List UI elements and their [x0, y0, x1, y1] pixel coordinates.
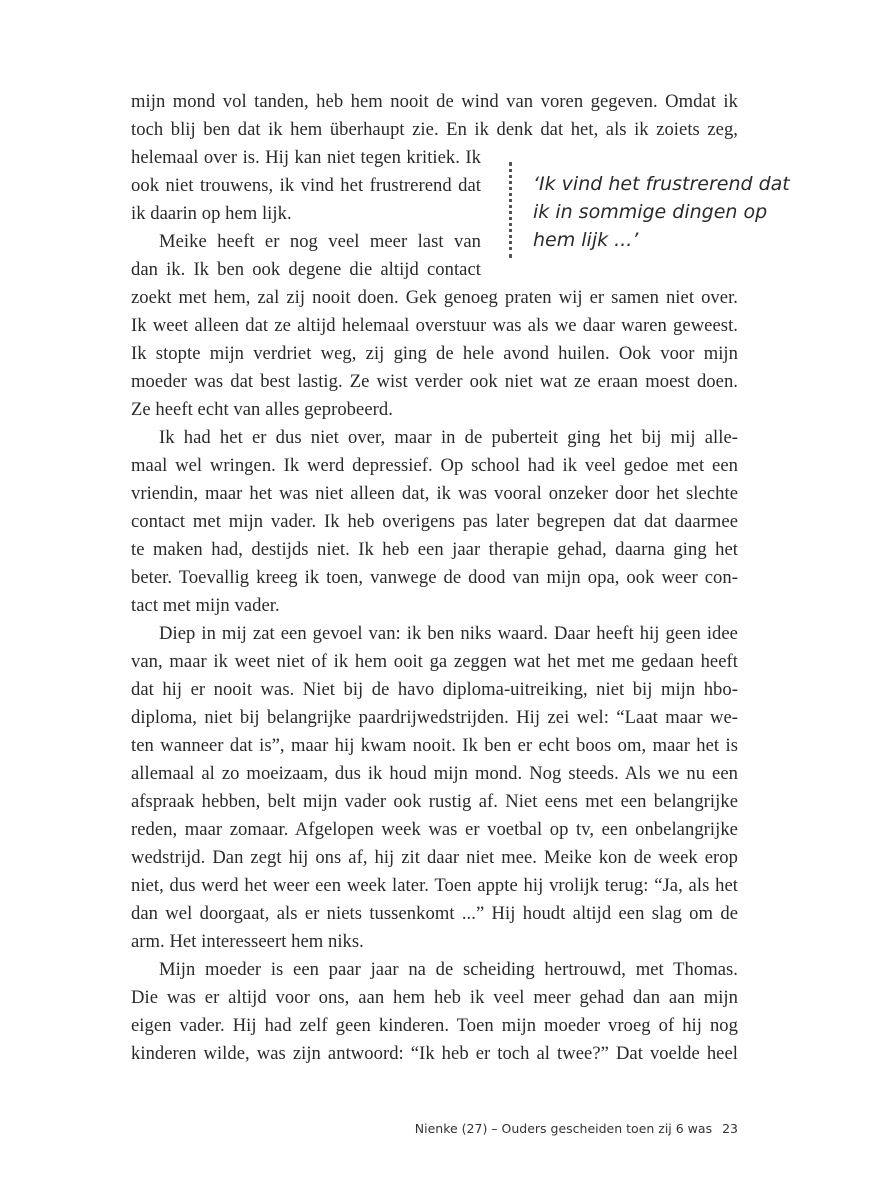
pull-quote-line: ‘Ik vind het frustrerend dat	[533, 173, 790, 195]
body-line: maal wel wringen. Ik werd depressief. Op school had ik veel gedoe met een	[131, 455, 738, 476]
body-line: Ik had het er dus niet over, maar in de puberteit ging het bij mij alle-	[159, 427, 738, 448]
pull-quote-line: ik in sommige dingen op	[533, 201, 768, 223]
body-line: niet, dus werd het weer een week later. Toen appte hij vrolijk terug: “Ja, als het	[131, 875, 738, 896]
body-line: tact met mijn vader.	[131, 595, 280, 616]
body-line: mijn mond vol tanden, heb hem nooit de wind van voren gegeven. Omdat ik	[131, 91, 738, 112]
body-line: dat hij er nooit was. Niet bij de havo diploma-uitreiking, niet bij mijn hbo-	[131, 679, 738, 700]
body-line: Ze heeft echt van alles geprobeerd.	[131, 399, 393, 420]
body-line: kinderen wilde, was zijn antwoord: “Ik heb er toch al twee?” Dat voelde heel	[131, 1043, 738, 1064]
body-line: wedstrijd. Dan zegt hij ons af, hij zit daar niet mee. Meike kon de week erop	[131, 847, 738, 868]
body-line: dan wel doorgaat, als er niets tussenkomt ...” Hij houdt altijd een slag om de	[131, 903, 738, 924]
body-line: ik daarin op hem lijk.	[131, 203, 292, 224]
body-line: moeder was dat best lastig. Ze wist verder ook niet wat ze eraan moest doen.	[131, 371, 738, 392]
body-line: Diep in mij zat een gevoel van: ik ben niks waard. Daar heeft hij geen idee	[159, 623, 738, 644]
body-line: beter. Toevallig kreeg ik toen, vanwege de dood van mijn opa, ook weer con-	[131, 567, 738, 588]
body-line: reden, maar zomaar. Afgelopen week was er voetbal op tv, een onbelangrijke	[131, 819, 738, 840]
pull-quote-line: hem lijk ...’	[533, 229, 639, 251]
running-title: Nienke (27) – Ouders gescheiden toen zij 6 was	[414, 1121, 713, 1136]
body-line: Meike heeft er nog veel meer last van	[159, 231, 481, 252]
page-number: 23	[722, 1121, 738, 1136]
pull-quote-dotted-rule	[509, 162, 512, 258]
body-line: Mijn moeder is een paar jaar na de scheiding hertrouwd, met Thomas.	[159, 959, 738, 980]
body-line: ook niet trouwens, ik vind het frustrerend dat	[131, 175, 481, 196]
body-line: diploma, niet bij belangrijke paardrijwedstrijden. Hij zei wel: “Laat maar we-	[131, 707, 738, 728]
body-line: van, maar ik weet niet of ik hem ooit ga zeggen wat het met me gedaan heeft	[131, 651, 738, 672]
body-line: toch blij ben dat ik hem überhaupt zie. En ik denk dat het, als ik zoiets zeg,	[131, 119, 738, 140]
body-line: te maken had, destijds niet. Ik heb een jaar therapie gehad, daarna ging het	[131, 539, 738, 560]
body-line: eigen vader. Hij had zelf geen kinderen. Toen mijn moeder vroeg of hij nog	[131, 1015, 738, 1036]
body-line: contact met mijn vader. Ik heb overigens pas later begrepen dat dat daarmee	[131, 511, 738, 532]
body-line: Ik stopte mijn verdriet weg, zij ging de hele avond huilen. Ook voor mijn	[131, 343, 738, 364]
body-line: arm. Het interesseert hem niks.	[131, 931, 364, 952]
page-footer	[415, 1121, 738, 1136]
body-line: dan ik. Ik ben ook degene die altijd contact	[131, 259, 481, 280]
body-line: afspraak hebben, belt mijn vader ook rustig af. Niet eens met een belangrijke	[131, 791, 738, 812]
body-line: allemaal al zo moeizaam, dus ik houd mijn mond. Nog steeds. Als we nu een	[131, 763, 738, 784]
body-line: Ik weet alleen dat ze altijd helemaal overstuur was als we daar waren geweest.	[131, 315, 738, 336]
body-line: ten wanneer dat is”, maar hij kwam nooit. Ik ben er echt boos om, maar het is	[131, 735, 738, 756]
body-line: vriendin, maar het was niet alleen dat, ik was vooral onzeker door het slechte	[131, 483, 738, 504]
body-line: helemaal over is. Hij kan niet tegen kritiek. Ik	[131, 147, 481, 168]
body-line: zoekt met hem, zal zij nooit doen. Gek genoeg praten wij er samen niet over.	[131, 287, 738, 308]
body-line: Die was er altijd voor ons, aan hem heb ik veel meer gehad dan aan mijn	[131, 987, 738, 1008]
